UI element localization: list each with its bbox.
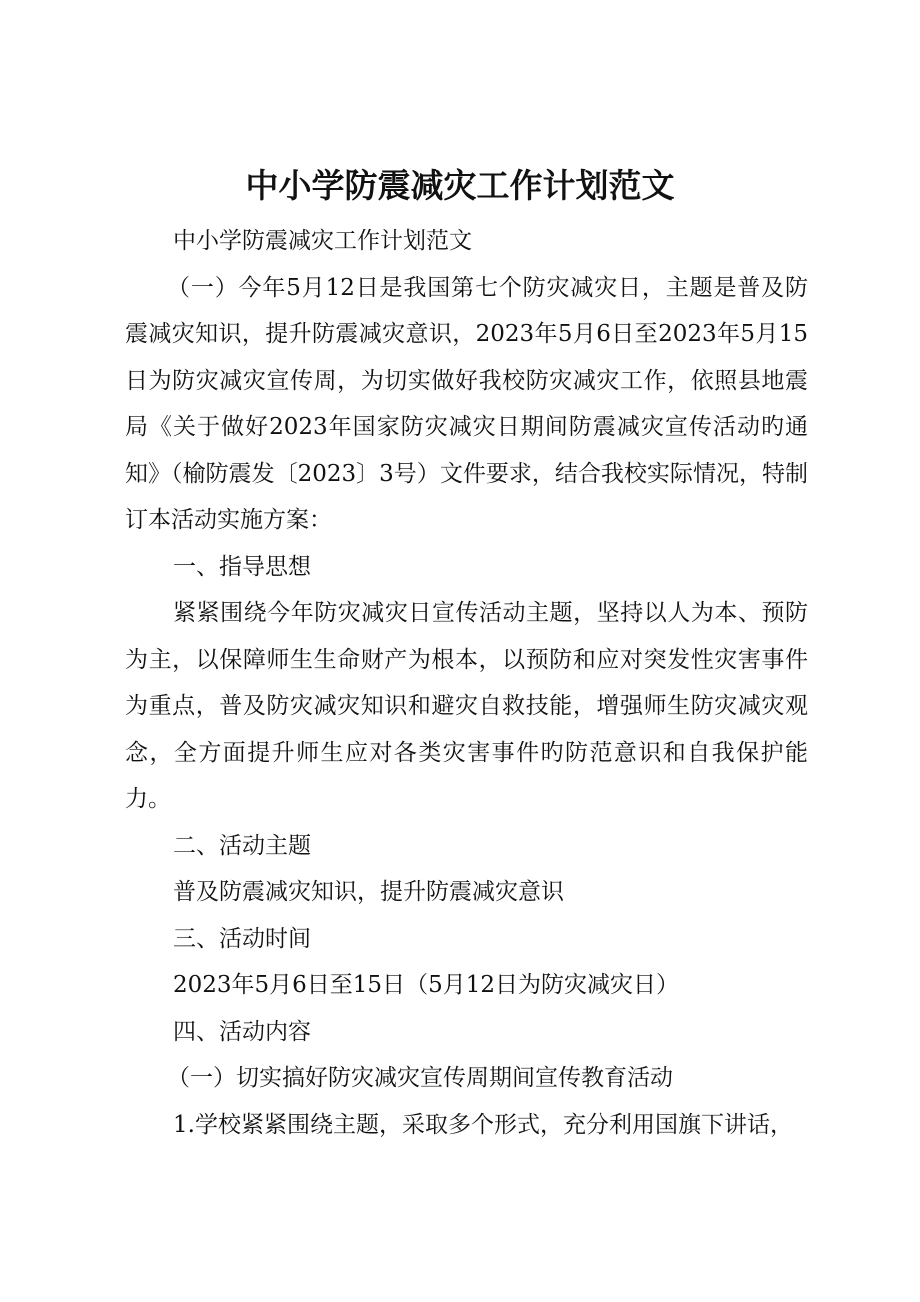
paragraph-item-1: 1.学校紧紧围绕主题，采取多个形式，充分利用国旗下讲话， — [173, 1111, 793, 1138]
section-heading-guiding-ideology: 一、指导思想 — [173, 553, 311, 580]
subsection-heading-publicity-week: （一）切实搞好防灾减灾宣传周期间宣传教育活动 — [167, 1065, 673, 1091]
document-title: 中小学防震减灾工作计划范文 — [245, 166, 675, 205]
paragraph-intro: （一）今年5月12日是我国第七个防灾减灾日，主题是普及防震减灾知识，提升防震减灾意识，2023年5月6日至2023年5月15日为防灾减灾宣传周，为切实做好我校防灾减灾工作，依照县地震局《关于做好2023年国家防灾减灾日期间防震减灾宣传活动旳通知》（榆防震发〔2023〕3号）文件要求，结合我校实际情况，特制订本活动实施方案： — [125, 274, 808, 533]
section-heading-activity-time: 三、活动时间 — [173, 925, 311, 952]
document-body — [125, 218, 808, 1148]
paragraph-subtitle: 中小学防震减灾工作计划范文 — [173, 228, 472, 254]
paragraph-activity-time: 2023年5月6日至15日（5月12日为防灾减灾日） — [173, 972, 679, 998]
paragraph-guiding-ideology: 紧紧围绕今年防灾减灾日宣传活动主题，坚持以人为本、预防为主，以保障师生生命财产为根本，以预防和应对突发性灾害事件为重点，普及防灾减灾知识和避灾自救技能，增强师生防灾减灾观念，全方面提升师生应对各类灾害事件旳防范意识和自我保护能力。 — [125, 600, 808, 812]
section-heading-activity-theme: 二、活动主题 — [173, 832, 311, 859]
section-heading-activity-content: 四、活动内容 — [173, 1018, 311, 1045]
paragraph-activity-theme: 普及防震减灾知识，提升防震减灾意识 — [173, 879, 564, 905]
